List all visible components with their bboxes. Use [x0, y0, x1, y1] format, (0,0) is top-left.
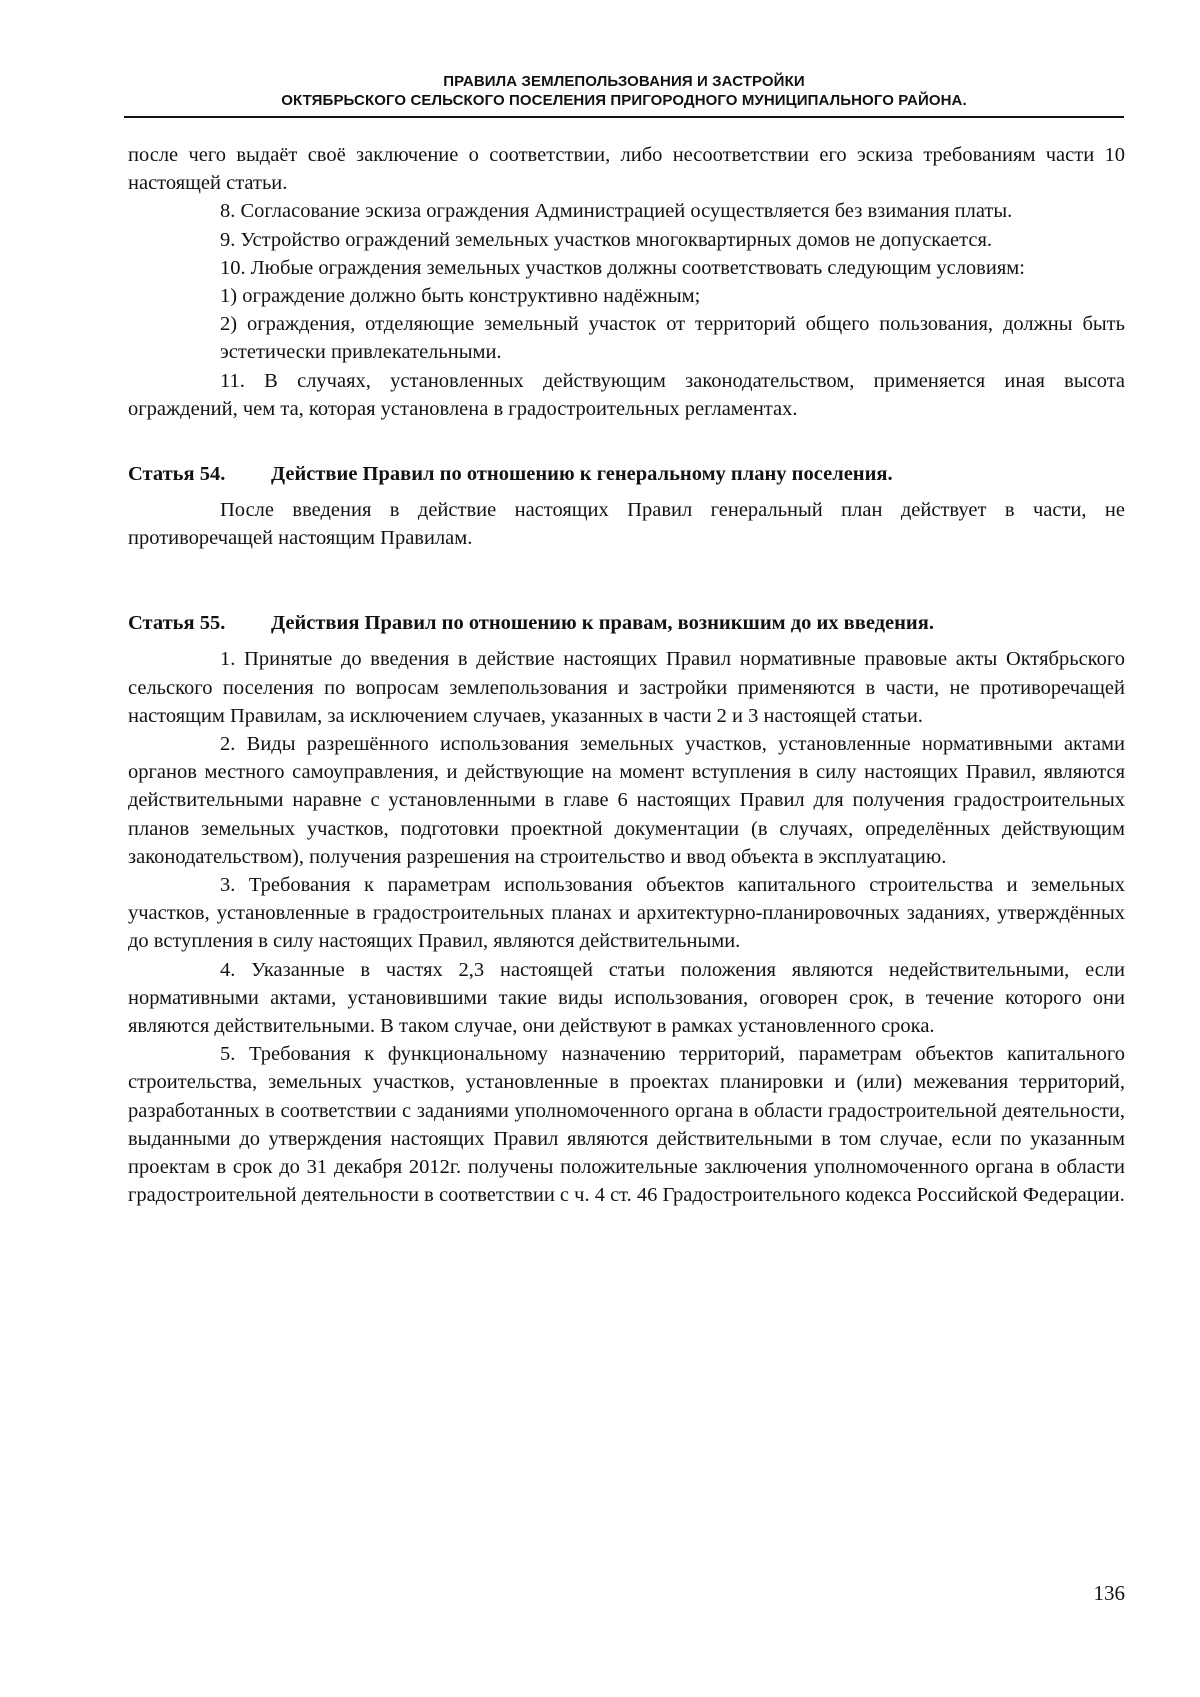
- paragraph-8: 8. Согласование эскиза ограждения Администрацией осуществляется без взимания платы.: [220, 200, 1013, 223]
- paragraph-9: 9. Устройство ограждений земельных участков многоквартирных домов не допускается.: [220, 228, 993, 251]
- header-line-2: ОКТЯБРЬСКОГО СЕЛЬСКОГО ПОСЕЛЕНИЯ ПРИГОРОДНОГО МУНИЦИПАЛЬНОГО РАЙОНА.: [281, 92, 967, 109]
- article-54-paragraph: После введения в действие настоящих Правил генеральный план действует в части, не противоречащей настоящим Правилам.: [128, 499, 1125, 550]
- running-header: [124, 72, 1124, 110]
- article-54-heading: [128, 460, 1125, 488]
- article-55-paragraph-5: 5. Требования к функциональному назначению территорий, параметрам объектов капитального строительства, земельных участков, установленные в проектах планировки и (или) межевания территорий, разработанных в соответствии с заданиями уполномоченного органа в области градостроительной деятельности, выданными до утверждения настоящих Правил являются действительными в том случае, если по указанным проектам в срок до 31 декабря 2012г. получены положительные заключения уполномоченного органа в области градостроительной деятельности в соответствии с ч. 4 ст. 46 Градостроительного кодекса Российской Федерации.: [128, 1043, 1125, 1207]
- article-54-title: Действие Правил по отношению к генеральному плану поселения.: [271, 463, 893, 486]
- article-55-paragraph-1: 1. Принятые до введения в действие настоящих Правил нормативные правовые акты Октябрьского сельского поселения по вопросам землепользования и застройки применяются в части, не противоречащей настоящим Правилам, за исключением случаев, указанных в части 2 и 3 настоящей статьи.: [128, 648, 1125, 727]
- article-55-number: Статья 55.: [128, 612, 226, 635]
- paragraph-continuation: после чего выдаёт своё заключение о соответствии, либо несоответствии его эскиза требованиям части 10 настоящей статьи.: [128, 144, 1125, 195]
- list-item-1: 1) ограждение должно быть конструктивно надёжным;: [220, 285, 701, 308]
- article-55-title: Действия Правил по отношению к правам, возникшим до их введения.: [271, 612, 934, 635]
- list-item-2: 2) ограждения, отделяющие земельный участок от территорий общего пользования, должны быть эстетически привлекательными.: [220, 313, 1125, 364]
- header-divider: [124, 116, 1124, 118]
- article-55-paragraph-4: 4. Указанные в частях 2,3 настоящей статьи положения являются недействительными, если нормативными актами, установившими такие виды использования, оговорен срок, в течение которого они являются действительными. В таком случае, они действуют в рамках установленного срока.: [128, 958, 1125, 1038]
- header-line-1: ПРАВИЛА ЗЕМЛЕПОЛЬЗОВАНИЯ И ЗАСТРОЙКИ: [443, 73, 805, 90]
- page-number: 136: [1093, 1581, 1125, 1605]
- article-55-paragraph-2: 2. Виды разрешённого использования земельных участков, установленные нормативными актами органов местного самоуправления, и действующие на момент вступления в силу настоящих Правил, являются действительными наравне с установленными в главе 6 настоящих Правил для получения градостроительных планов земельных участков, подготовки проектной документации (в случаях, определённых действующим законодательством), получения разрешения на строительство и ввод объекта в эксплуатацию.: [128, 733, 1125, 868]
- article-54-number: Статья 54.: [128, 463, 226, 486]
- article-55-paragraph-3: 3. Требования к параметрам использования объектов капитального строительства и земельных участков, установленные в градостроительных планах и архитектурно-планировочных заданиях, утверждённых до вступления в силу настоящих Правил, являются действительными.: [128, 874, 1125, 953]
- document-body: [128, 141, 1125, 1210]
- article-55-heading: [128, 609, 1125, 637]
- paragraph-10: 10. Любые ограждения земельных участков должны соответствовать следующим условиям:: [220, 256, 1025, 279]
- paragraph-11: 11. В случаях, установленных действующим законодательством, применяется иная высота ограждений, чем та, которая установлена в градостроительных регламентах.: [128, 369, 1125, 420]
